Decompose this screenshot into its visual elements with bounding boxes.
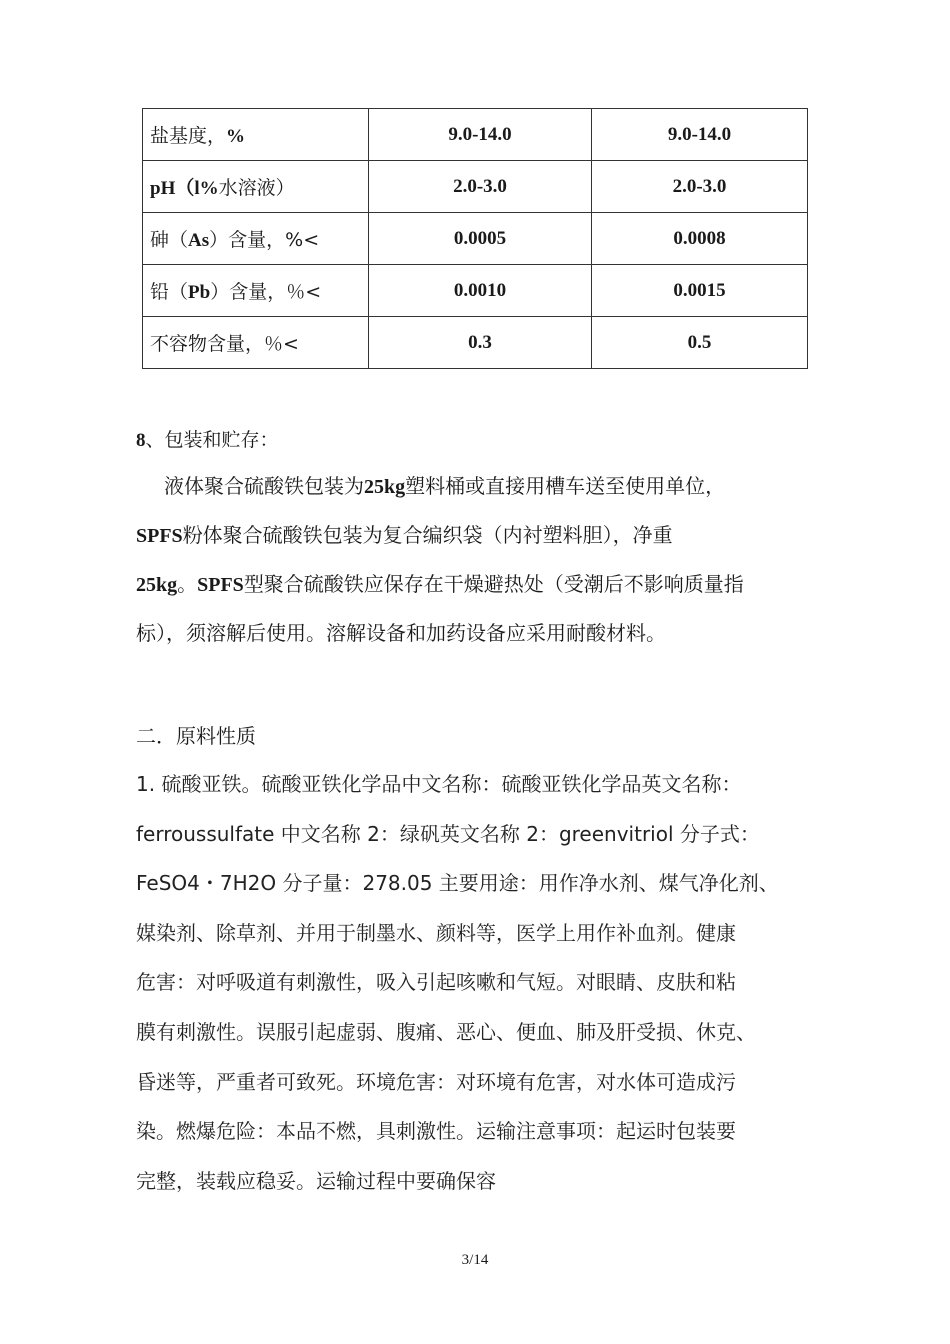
value-grade-1: 0.3 <box>369 317 592 369</box>
table-row <box>143 265 808 317</box>
value-grade-2: 2.0-3.0 <box>592 161 808 213</box>
value-grade-1: 9.0-14.0 <box>369 109 592 161</box>
table-row <box>143 317 808 369</box>
row-label: 不容物含量，％< <box>143 317 369 369</box>
row-label: 砷（As）含量，%< <box>143 213 369 265</box>
value-grade-1: 0.0005 <box>369 213 592 265</box>
value-grade-2: 0.0015 <box>592 265 808 317</box>
value-grade-2: 0.5 <box>592 317 808 369</box>
value-grade-1: 2.0-3.0 <box>369 161 592 213</box>
table-row <box>143 161 808 213</box>
ferrous-sulfate-paragraph: 1. 硫酸亚铁。硫酸亚铁化学品中文名称：硫酸亚铁化学品英文名称： ferroussulfate 中文名称 2：绿矾英文名称 2：greenvitriol 分子式： FeSO4・7H2O 分子量：278.05 主要用途：用作净水剂、煤气净化剂、 媒染剂、除草剂、并用于制墨水、颜料等，医学上用作补血剂。健康 危害：对呼吸道有刺激性，吸入引起咳嗽和气短。对眼睛、皮肤和粘 膜有刺激性。误服引起虚弱、腹痛、恶心、便血、肺及肝受损、休克、 昏迷等，严重者可致死。环境危害：对环境有危害，对水体可造成污 染。燃爆危险：本品不燃，具刺激性。运输注意事项：起运时包装要 完整，装载应稳妥。运输过程中要确保容 <box>136 772 779 1193</box>
section-8-heading: 8、包装和贮存： <box>136 429 279 451</box>
table-row <box>143 109 808 161</box>
packaging-paragraph: 液体聚合硫酸铁包装为25kg塑料桶或直接用槽车送至使用单位， SPFS粉体聚合硫酸铁包装为复合编织袋（内衬塑料胆），净重 25kg。SPFS型聚合硫酸铁应保存在干燥避热处（受潮后不影响质量指 标），须溶解后使用。溶解设备和加药设备应采用耐酸材料。 <box>136 474 744 645</box>
row-label: pH（l%水溶液） <box>143 161 369 213</box>
spec-table <box>142 108 808 369</box>
value-grade-2: 9.0-14.0 <box>592 109 808 161</box>
value-grade-1: 0.0010 <box>369 265 592 317</box>
row-label: 盐基度，% <box>143 109 369 161</box>
value-grade-2: 0.0008 <box>592 213 808 265</box>
section-2-heading: 二．原料性质 <box>136 724 256 748</box>
row-label: 铅（Pb）含量，％< <box>143 265 369 317</box>
table-row <box>143 213 808 265</box>
page-number: 3/14 <box>461 1252 489 1268</box>
